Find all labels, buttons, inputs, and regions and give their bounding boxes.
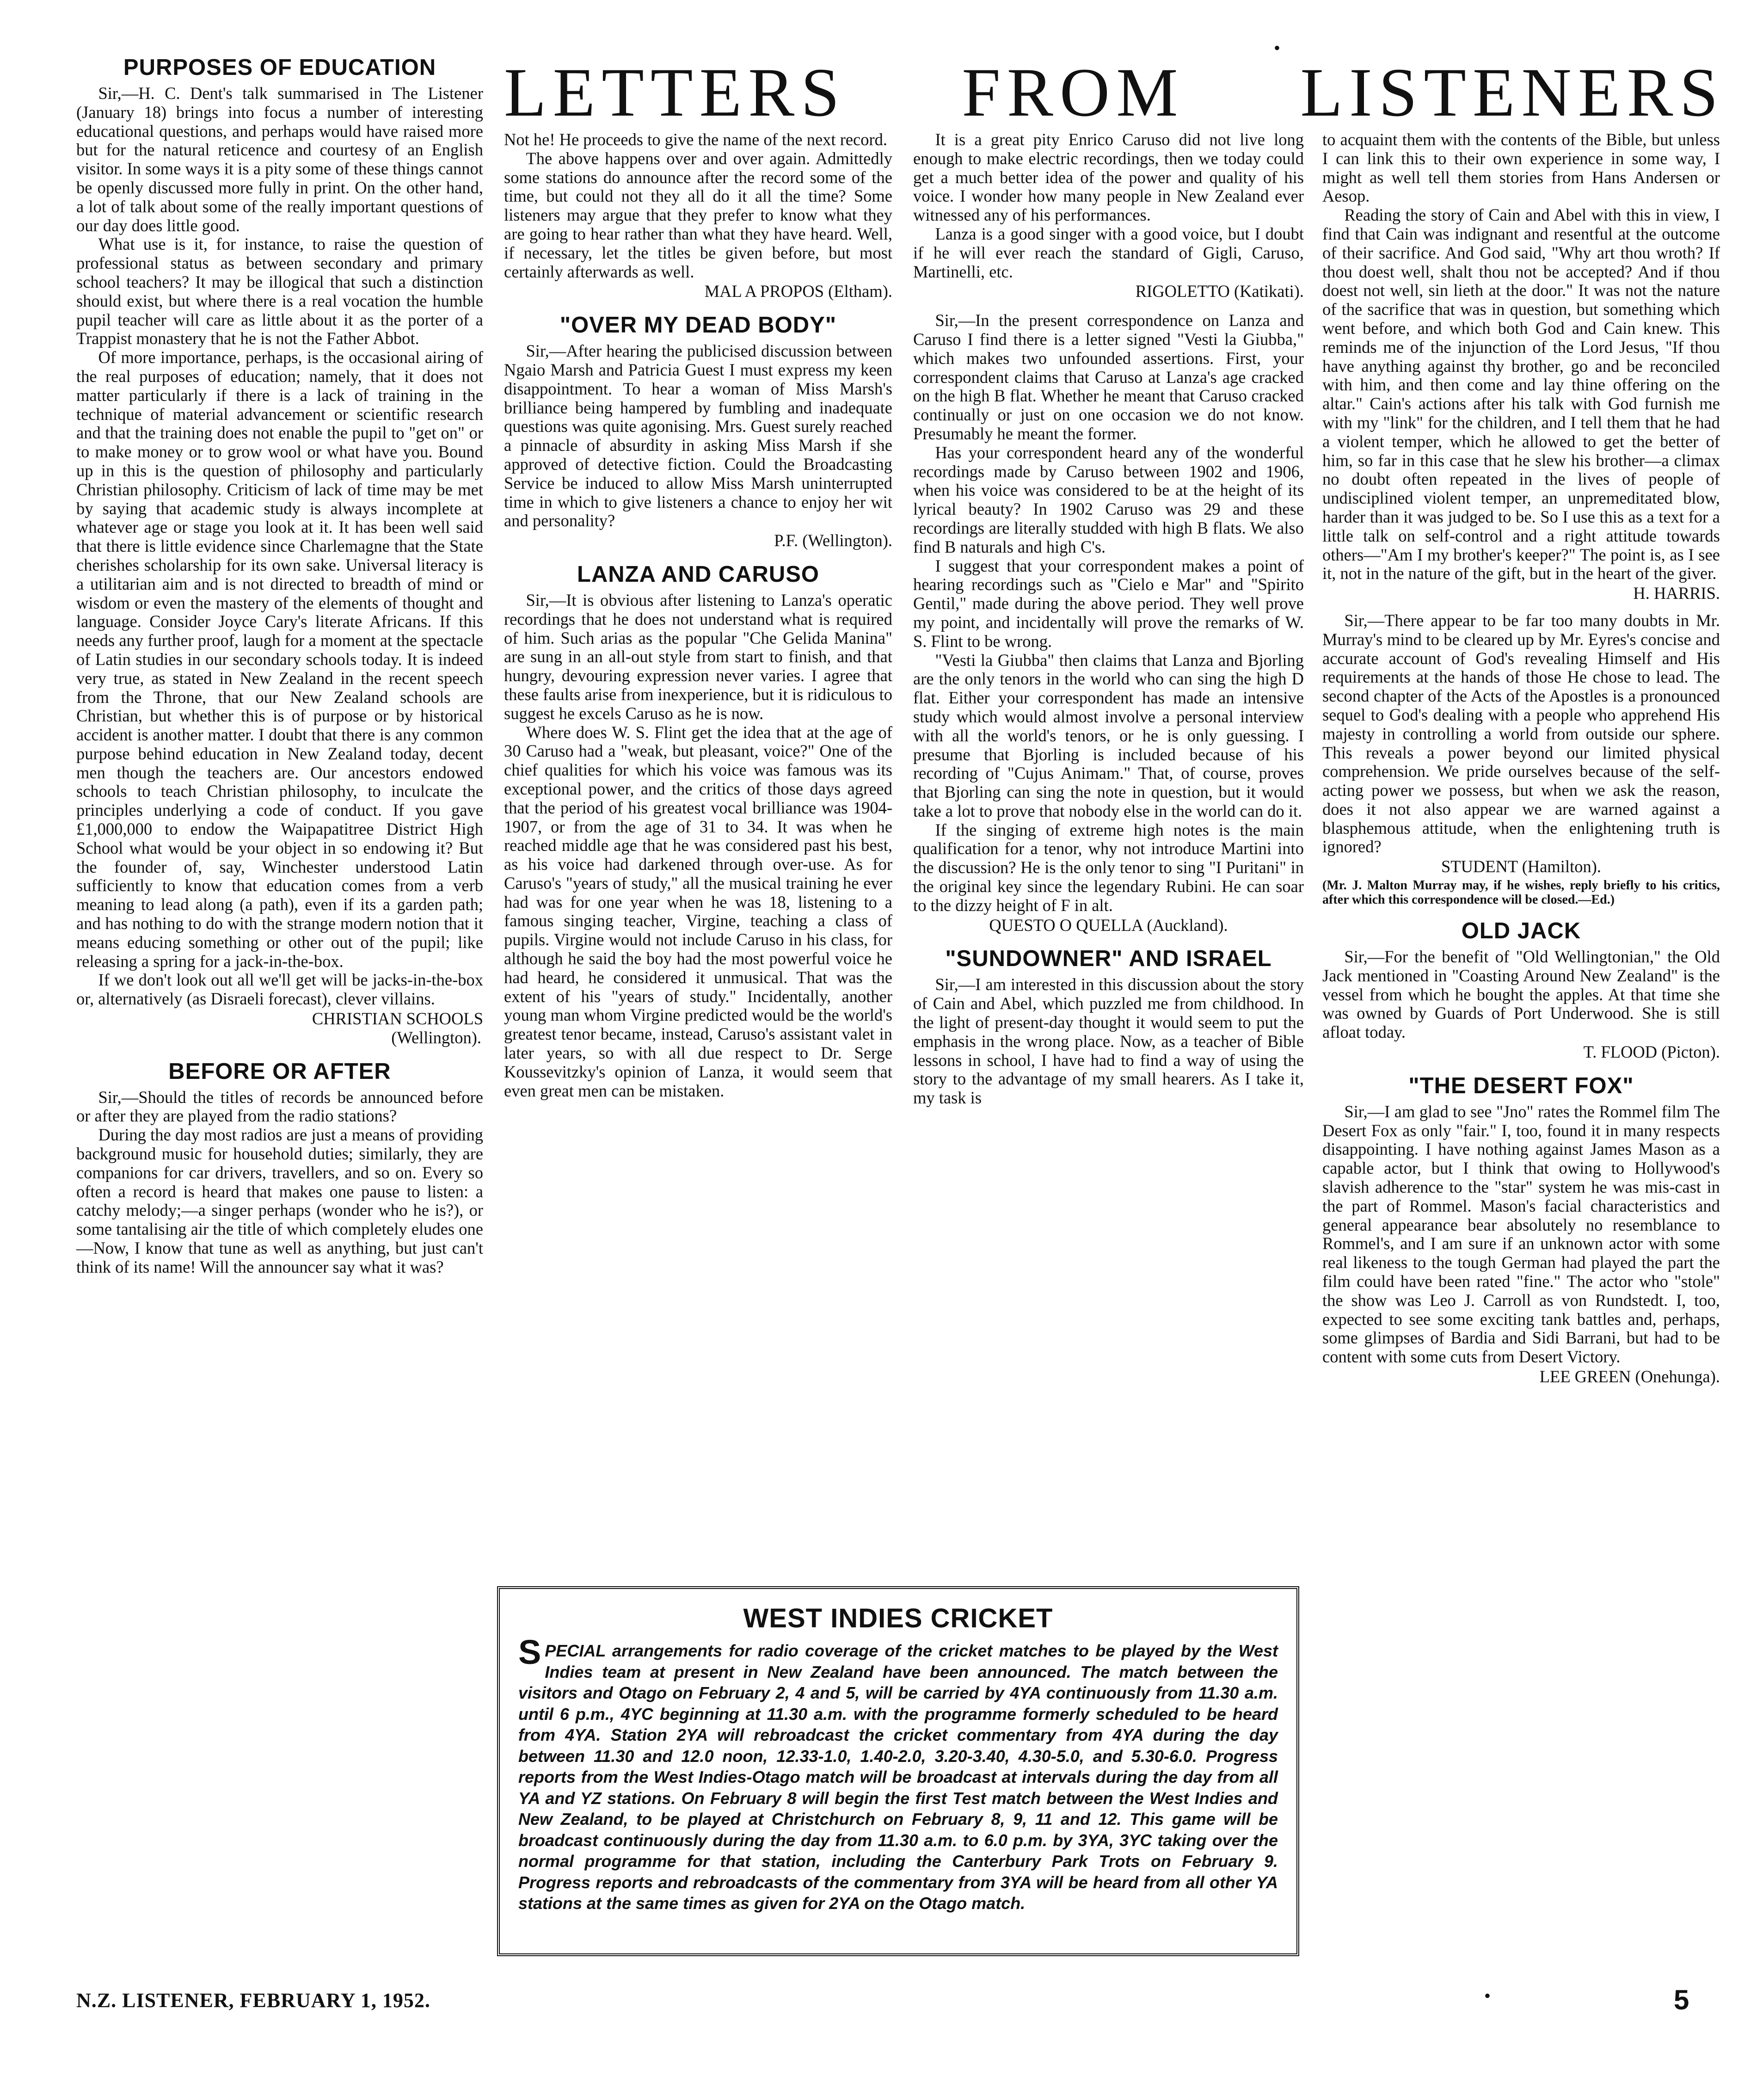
heading-over-my-dead-body: "OVER MY DEAD BODY" [559,313,837,338]
letter-paragraph: Has your correspondent heard any of the wonderful recordings made by Caruso between 1902 and 1906, when his voice was considered to be at the height of its lyrical beauty? In 1902 Caruso was 29 and these recordings are literally studded with high B flats. We also find B naturals and high C's. [913,443,1304,556]
letter-paragraph: If we don't look out all we'll get will be jacks-in-the-box or, alternatively (as Disraeli forecast), clever villains. [76,970,483,1009]
box-text: PECIAL arrangements for radio coverage of the cricket matches to be played by the West Indies team at present in New Zealand have been announced. The match between the visitors and Otago on February 2, 4 and 5, will be carried by 4YA continuously from 11.30 a.m. until 6 p.m., 4YC beginning at 11.30 a.m. with the programme formerly scheduled to be heard from 4YA. Station 2YA will rebroadcast the cricket commentary from 4YA during the day between 11.30 and 12.0 noon, 12.33-1.0, 1.40-2.0, 3.20-3.40, 4.30-5.0, and 5.30-6.0. Progress reports from the West Indies-Otago match will be broadcast at intervals during the day from all YA and YZ stations. On February 8 will begin the first Test match between the West Indies and New Zealand, to be played at Christchurch on February 8, 9, 11 and 12. This game will be broadcast continuously during the day from 11.30 a.m. to 6.0 p.m. by 3YA, 3YC taking over the normal programme for that station, including the Canterbury Park Trots on February 9. Progress reports and rebroadcasts of the commentary from 3YA will be heard from all other YA stations at the same times as given for 2YA on the Otago match. [518,1641,1278,1913]
letter-paragraph: It is a great pity Enrico Caruso did not live long enough to make electric recordings, then we today could get a much better idea of the power and quality of his voice. I wonder how many people in New Zealand ever witnessed any of his performances. [913,130,1304,225]
signature: STUDENT (Hamilton). [1441,857,1602,876]
drop-cap: S [518,1633,541,1671]
box-body [518,1633,1278,1914]
letter-paragraph: Sir,—I am interested in this discussion about the story of Cain and Abel, which puzzled me from childhood. In the light of present-day thought it would seem to put the emphasis in the wrong place. Now, as a teacher of Bible lessons in school, I have had to find a way of using the story to the advantage of my small hearers. As I take it, my task is [913,975,1304,1108]
signature: T. FLOOD (Picton). [1583,1042,1720,1062]
heading-the-desert-fox: "THE DESERT FOX" [1408,1073,1634,1098]
editor-note: (Mr. J. Malton Murray may, if he wishes, reply briefly to his critics, after which this correspondence will be closed.—Ed.) [1322,878,1720,907]
heading-purposes-of-education: PURPOSES OF EDUCATION [123,55,436,80]
signature: LEE GREEN (Onehunga). [1539,1367,1720,1386]
letter-paragraph: Sir,—I am glad to see "Jno" rates the Rommel film The Desert Fox as only "fair." I, too, found it in many respects disappointing. I have nothing against James Mason as a capable actor, but I think that owing to Hollywood's slavish adherence to the "star" system he was mis-cast in the part of Rommel. Mason's facial characteristics and general appearance bear absolutely no resemblance to Rommel's, and I am sure if an unknown actor with some real likeness to the tough German had played the part the film could have been rated "fine." The actor who "stole" the show was Leo J. Carroll as von Rundstedt. I, too, expected to see some exciting tank battles and, perhaps, some glimpses of Bardia and Sidi Barrani, but had to be content with some cuts from Desert Victory. [1322,1102,1720,1367]
letter-paragraph: Sir,—Should the titles of records be announced before or after they are played from the radio stations? [76,1087,483,1126]
letter-paragraph: Sir,—It is obvious after listening to Lanza's operatic recordings that he does not understand what is required of him. Such arias as the popular "Che Gelida Manina" are sung in an all-out style from start to finish, and that hungry, devouring expression never varies. I agree that these faults arise from inexperience, but it is ridiculous to suggest he excels Caruso as he is now. [504,590,892,723]
column-2 [504,130,892,1100]
letter-paragraph: Lanza is a good singer with a good voice, but I doubt if he will ever reach the standard of Gigli, Caruso, Martinelli, etc. [913,224,1304,281]
page-footer: N.Z. LISTENER, FEBRUARY 1, 1952. [76,1989,430,2012]
letter-paragraph: I suggest that your correspondent makes a point of hearing recordings such as "Cielo e Mar" and "Spirito Gentil," made during the above period. They well prove my point, and incidentally will prove the remarks of W. S. Flint to be wrong. [913,556,1304,651]
letter-paragraph: Not he! He proceeds to give the name of the next record. [504,130,888,149]
heading-before-or-after: BEFORE OR AFTER [168,1059,391,1084]
letter-paragraph: Sir,—In the present correspondence on Lanza and Caruso I find there is a letter signed "Vesti la Giubba," which makes two unfounded assertions. First, your correspondent claims that Caruso at Lanza's age cracked on the high B flat. Whether he meant that Caruso cracked continually or just on one occasion we do not know. Presumably he meant the former. [913,311,1304,443]
masthead-word-3: LISTENERS [1300,54,1725,131]
letter-paragraph: "Vesti la Giubba" then claims that Lanza and Bjorling are the only tenors in the world who can sing the high D flat. Either your correspondent has made an intensive study which would almost involve a personal interview with all the world's tenors, or he is only guessing. I presume that Bjorling is included because of his recording of "Cujus Animam." That, of course, proves that Bjorling can sing the note in question, but it would take a lot to prove that nobody else in the world can do it. [913,650,1304,820]
letter-paragraph: Where does W. S. Flint get the idea that at the age of 30 Caruso had a "weak, but pleasant, voice?" One of the chief qualities for which his voice was famous was its exceptional power, and the critics of those days agreed that the period of his greatest vocal brilliance was 1904-1907, or from the age of 31 to 34. It was when he reached middle age that he was considered past his best, as his voice had darkened through over-use. As for Caruso's "years of study," all the musical training he ever had was for one year when he was 18, listening to a famous singing teacher, Virgine, teaching a class of pupils. Virgine would not include Caruso in his class, for although he said the boy had the most powerful voice he had heard, he considered it unmusical. That was the extent of his "years of study." Incidentally, another young man whom Virgine predicted would be the world's greatest tenor became, instead, Caruso's assistant valet in later years, so with all due respect to Dr. Serge Koussevitzky's opinion of Lanza, it would seem that even great men can be mistaken. [504,722,892,1100]
decorative-dot: • [1484,1985,1491,2006]
decorative-dot: • [1274,37,1281,58]
letter-paragraph: Sir,—For the benefit of "Old Wellingtonian," the Old Jack mentioned in "Coasting Around New Zealand" is the vessel from which he bought the apples. At that time she was owned by Guards of Port Underwood. She is still afloat today. [1322,947,1720,1042]
box-title: WEST INDIES CRICKET [743,1603,1053,1633]
letter-paragraph: The above happens over and over again. Admittedly some stations do announce after the record some of the time, but could not they all do it all the time? Some listeners may argue that they prefer to know what they are going to hear rather than what they have heard. Well, if necessary, let the titles be given before, but most certainly afterwards as well. [504,148,892,281]
masthead-word-1: LETTERS [504,54,846,131]
column-3 [913,130,1304,1108]
column-4 [1322,130,1720,1386]
signature: QUESTO O QUELLA (Auckland). [989,915,1228,935]
signature-location: (Wellington). [391,1028,481,1047]
letter-paragraph: Sir,—There appear to be far too many doubts in Mr. Murray's mind to be cleared up by Mr. Eyres's concise and accurate account of God's revealing Himself and His requirements at the hands of those He chose to lead. The second chapter of the Acts of the Apostles is a pronounced sequel to God's dealing with a people who apprehend His majesty in controlling a world from outside our sphere. This reveals a power beyond our limited physical comprehension. We pride ourselves because of the self-acting power we possess, but when we ask the reason, does it not also appear we are warned against a blasphemous attitude, when the enlightening truth is ignored? [1322,610,1720,856]
letter-paragraph: What use is it, for instance, to raise the question of professional status as between secondary and primary school teachers? It may be illogical that such a distinction should exist, but where there is a real vocation the humble pupil teacher will care as little about it as the porter of a Trappist monastery that he is not the Father Abbot. [76,234,483,348]
page-number: 5 [1674,1984,1689,2015]
signature: CHRISTIAN SCHOOLS [312,1009,483,1028]
masthead-word-2: FROM [962,54,1185,131]
signature: H. HARRIS. [1633,584,1720,603]
masthead [504,55,1725,129]
letter-paragraph: to acquaint them with the contents of the Bible, but unless I can link this to their own experience in some way, I might as well tell them stories from Hans Andersen or Aesop. [1322,130,1720,206]
signature: MAL A PROPOS (Eltham). [704,282,892,301]
west-indies-cricket-box [497,1586,1299,1956]
letter-paragraph: During the day most radios are just a means of providing background music for household duties; similarly, they are companions for car drivers, travellers, and so on. Every so often a record is heard that makes one pause to listen: a catchy melody;—a singer perhaps (wonder who he is?), or some tantalising air the title of which completely eludes one —Now, I know that tune as well as anything, but just can't think of its name! Will the announcer say what it was? [76,1125,483,1276]
heading-lanza-and-caruso: LANZA AND CARUSO [577,561,820,587]
letter-paragraph: Sir,—H. C. Dent's talk summarised in The Listener (January 18) brings into focus a number of interesting educational questions, and perhaps would have raised more but for the natural reticence and courtesy of an English visitor. In some ways it is a pity some of these things cannot be openly discussed more fully in print. On the other hand, a lot of talk about some of the really important questions of our day does little good. [76,84,483,235]
letter-paragraph: If the singing of extreme high notes is the main qualification for a tenor, why not introduce Martini into the discussion? He is the only tenor to sing "I Puritani" in the original key since the legendary Rubini. He can soar to the dizzy height of F in alt. [913,820,1304,915]
signature: RIGOLETTO (Katikati). [1135,282,1304,301]
letter-paragraph: Of more importance, perhaps, is the occasional airing of the real purposes of education; namely, that it does not matter particularly if there is a lack of training in the technique of material advancement or scientific research and that the training does not enable the pupil to "get on" or to make money or to grow wool or what have you. Bound up in this is the question of philosophy and particularly Christian philosophy. Criticism of lack of time may be met by saying that academic study is always incomplete at whatever age or stage you look at it. It has been well said that there is little evidence since Charlemagne that the State cherishes scholarship for its own sake. Universal literacy is a utilitarian aim and is not directed to breadth of mind or wisdom or even the mastery of the elements of thought and language. Consider Joyce Cary's literate Africans. If this needs any further proof, laugh for a moment at the spectacle of Latin studies in our secondary schools today. It is indeed very true, as stated in New Zealand in the recent speech from the Throne, that our New Zealand schools are Christian, but whether this is of purpose or by historical accident is another matter. I doubt that there is any common purpose behind education in New Zealand today, decent men though the teachers are. Our ancestors endowed schools to teach Christian philosophy, to inculcate the principles underlying a code of conduct. If you gave £1,000,000 to endow the Waipapatitree District High School what would be your object in so endowing it? But the founder of, say, Winchester understood Latin sufficiently to know that education comes from a verb meaning to lead along (a path), even if its a garden path; and has nothing to do with the strange modern notion that it means educing something or other out of the pupil; like releasing a spring for a jack-in-the-box. [76,348,483,971]
signature: P.F. (Wellington). [774,531,892,550]
heading-sundowner-and-israel: "SUNDOWNER" AND ISRAEL [945,946,1272,972]
column-1 [76,55,483,1277]
letter-paragraph: Sir,—After hearing the publicised discussion between Ngaio Marsh and Patricia Guest I must express my keen disappointment. To hear a woman of Miss Marsh's brilliance being hampered by fumbling and inadequate questions was quite agonising. Mrs. Guest surely reached a pinnacle of absurdity in asking Miss Marsh if she approved of detective fiction. Could the Broadcasting Service be induced to allow Miss Marsh uninterrupted time in which to give listeners a chance to enjoy her wit and personality? [504,341,892,530]
heading-old-jack: OLD JACK [1461,918,1581,944]
letter-paragraph: Reading the story of Cain and Abel with this in view, I find that Cain was indignant and resentful at the outcome of their sacrifice. And God said, "Why art thou wroth? If thou doest well, shalt thou not be accepted? And if thou doest not well, sin lieth at the door." It was not the nature of the sacrifice that was in question, but something which went before, and which both God and Cain knew. This reminds me of the injunction of the Lord Jesus, "If thou have anything against thy brother, go and be reconciled with him, and then come and lay thine offering on the altar." Cain's actions after his talk with God furnish me with my "link" for the children, and I tell them that he had a violent temper, which he allowed to get the better of him, so far in this case that he slew his brother—a climax no doubt often repeated in the lives of people of undisciplined violent temper, an unpremeditated blow, harder than it was judged to be. So I use this as a text for a little talk on self-control and a right attitude towards others—"Am I my brother's keeper?" The point is, as I see it, not in the nature of the gift, but in the heart of the giver. [1322,205,1720,583]
